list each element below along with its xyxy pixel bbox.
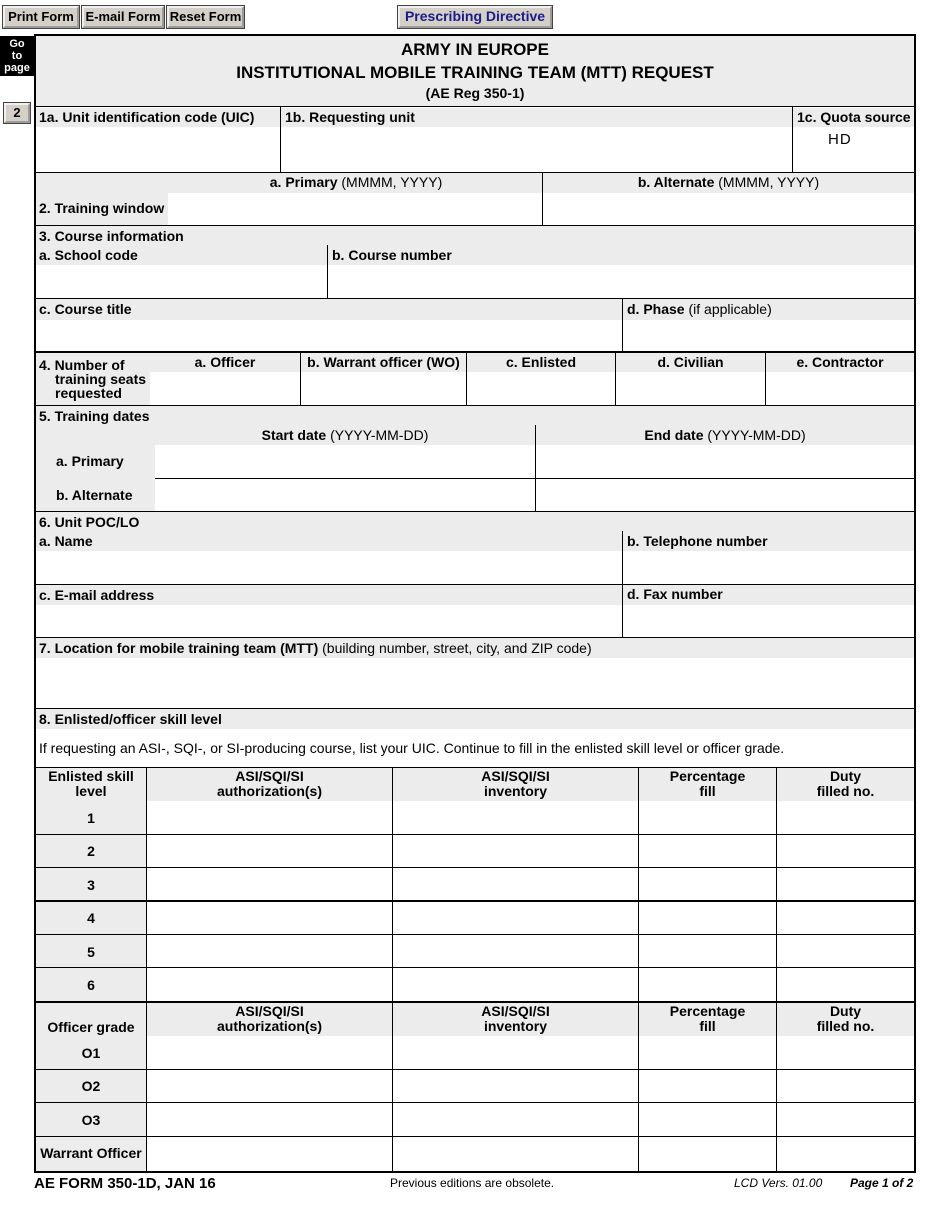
inv-header-line1: ASI/SQI/SI [481, 768, 550, 784]
inv-header-line2: inventory [483, 783, 547, 799]
officer-row-2-percentage-field[interactable] [639, 1070, 776, 1102]
officer-inv-line2: inventory [483, 1018, 547, 1034]
officer-inventory-header [393, 1004, 638, 1034]
mtt-location-field[interactable] [36, 658, 914, 708]
officer-row-3-auth-field[interactable] [147, 1103, 392, 1136]
officer-grade-warrant: Warrant Officer [40, 1145, 142, 1161]
poc-email-label: c. E-mail address [39, 587, 155, 603]
enlisted-row-1-auth-field[interactable] [147, 801, 392, 834]
enlisted-row-2-duty-field[interactable] [777, 835, 914, 867]
enlisted-level-1: 1 [87, 810, 95, 826]
enlisted-row-2-inventory-field[interactable] [393, 835, 638, 867]
officer-percentage-header [639, 1004, 776, 1034]
seats-requested-label [39, 358, 146, 400]
poc-fax-label: d. Fax number [627, 586, 723, 602]
enlisted-skill-header [36, 769, 146, 799]
enlisted-row-4-duty-field[interactable] [777, 902, 914, 934]
officer-row-4-inventory-field[interactable] [393, 1137, 638, 1171]
school-code-field[interactable] [36, 265, 327, 298]
reset-form-button[interactable]: Reset Form [167, 6, 244, 28]
end-hint: (YYYY-MM-DD) [703, 427, 806, 443]
enlisted-header-line1: Enlisted skill [48, 768, 134, 784]
auth-header-line1: ASI/SQI/SI [235, 768, 304, 784]
officer-pct-line1: Percentage [669, 1003, 746, 1019]
form-title-org: ARMY IN EUROPE [401, 40, 549, 59]
mtt-location-hint: (building number, street, city, and ZIP code) [318, 640, 592, 656]
phase-bold: d. Phase [627, 301, 685, 317]
primary-bold: a. Primary [269, 174, 338, 190]
enlisted-level-6: 6 [87, 977, 95, 993]
school-code-label: a. School code [39, 247, 138, 263]
enlisted-row-3-auth-field[interactable] [147, 868, 392, 900]
mtt-location-label [39, 640, 592, 656]
enlisted-row-1-inventory-field[interactable] [393, 801, 638, 834]
dates-alternate-label: b. Alternate [56, 487, 133, 503]
officer-row-2-inventory-field[interactable] [393, 1070, 638, 1102]
auth-header-line2: authorization(s) [217, 783, 322, 799]
officer-row-3-percentage-field[interactable] [639, 1103, 776, 1136]
duty-header-line2: filled no. [816, 783, 875, 799]
officer-row-1-duty-field[interactable] [777, 1036, 914, 1069]
officer-seats-field[interactable] [150, 372, 300, 405]
poc-fax-field[interactable] [623, 605, 914, 637]
uic-field[interactable] [36, 127, 280, 172]
goto-text-1: Go [9, 38, 25, 50]
print-form-button[interactable]: Print Form [3, 6, 79, 28]
goto-text-2: to [11, 50, 23, 62]
dates-primary-label: a. Primary [56, 453, 124, 469]
officer-row-3-inventory-field[interactable] [393, 1103, 638, 1136]
officer-row-1-percentage-field[interactable] [639, 1036, 776, 1069]
officer-pct-line2: fill [699, 1018, 716, 1034]
course-title-field[interactable] [36, 320, 622, 351]
alternate-bold: b. Alternate [637, 174, 715, 190]
alternate-start-date-field[interactable] [155, 479, 535, 511]
officer-seats-header: a. Officer [194, 354, 256, 370]
officer-duty-line1: Duty [829, 1003, 862, 1019]
go-to-page-2-button[interactable]: 2 [4, 103, 30, 123]
warrant-seats-header: b. Warrant officer (WO) [307, 354, 460, 370]
poc-name-field[interactable] [36, 551, 622, 584]
end-bold: End date [644, 427, 704, 443]
page-indicator: Page 1 of 2 [850, 1176, 914, 1190]
enlisted-inventory-header [393, 769, 638, 799]
enlisted-row-4-percentage-field[interactable] [639, 902, 776, 934]
training-window-primary-header [170, 174, 542, 190]
course-number-field[interactable] [328, 265, 914, 298]
enlisted-row-6-inventory-field[interactable] [393, 968, 638, 1001]
goto-text-3: page [4, 62, 30, 74]
lcd-version: LCD Vers. 01.00 [734, 1176, 823, 1190]
civilian-seats-field[interactable] [616, 372, 765, 405]
pct-header-line1: Percentage [669, 768, 746, 784]
enlisted-row-4-auth-field[interactable] [147, 902, 392, 934]
enlisted-level-2: 2 [87, 843, 95, 859]
uic-label: 1a. Unit identification code (UIC) [39, 109, 255, 125]
officer-row-4-auth-field[interactable] [147, 1137, 392, 1171]
poc-phone-label: b. Telephone number [627, 533, 768, 549]
requesting-unit-label: 1b. Requesting unit [285, 109, 415, 125]
enlisted-auth-header [147, 769, 392, 799]
alternate-hint: (MMMM, YYYY) [714, 174, 820, 190]
training-window-alternate-field[interactable] [543, 193, 914, 225]
primary-end-date-field[interactable] [536, 445, 914, 478]
officer-grade-o2: O2 [81, 1078, 101, 1094]
enlisted-duty-header [777, 769, 914, 799]
quota-source-field[interactable]: HD [828, 131, 852, 148]
officer-grade-o3: O3 [81, 1112, 101, 1128]
unit-poc-label: 6. Unit POC/LO [39, 514, 140, 530]
enlisted-seats-header: c. Enlisted [505, 354, 577, 370]
civilian-seats-header: d. Civilian [657, 354, 724, 370]
skill-level-label: 8. Enlisted/officer skill level [39, 711, 222, 727]
primary-hint: (MMMM, YYYY) [337, 174, 443, 190]
form-title: INSTITUTIONAL MOBILE TRAINING TEAM (MTT) REQUEST [236, 63, 714, 82]
enlisted-row-3-duty-field[interactable] [777, 868, 914, 900]
enlisted-row-6-percentage-field[interactable] [639, 968, 776, 1001]
end-date-header [536, 427, 914, 443]
enlisted-row-5-duty-field[interactable] [777, 935, 914, 967]
enlisted-level-3: 3 [87, 877, 95, 893]
officer-row-1-inventory-field[interactable] [393, 1036, 638, 1069]
seats-label-line3: requested [55, 385, 122, 401]
enlisted-row-4-inventory-field[interactable] [393, 902, 638, 934]
enlisted-header-line2: level [75, 783, 107, 799]
form-regulation: (AE Reg 350-1) [425, 85, 525, 101]
training-window-primary-field[interactable] [168, 193, 542, 225]
enlisted-level-5: 5 [87, 944, 95, 960]
warrant-seats-field[interactable] [301, 372, 466, 405]
officer-auth-header [147, 1004, 392, 1034]
prescribing-directive-button[interactable]: Prescribing Directive [398, 6, 552, 28]
enlisted-level-4: 4 [87, 910, 95, 926]
poc-email-field[interactable] [36, 605, 622, 637]
training-dates-label: 5. Training dates [39, 408, 150, 424]
form-number: AE FORM 350-1D, JAN 16 [34, 1175, 216, 1192]
contractor-seats-field[interactable] [766, 372, 914, 405]
officer-row-3-duty-field[interactable] [777, 1103, 914, 1136]
email-form-button[interactable]: E-mail Form [82, 6, 164, 28]
duty-header-line1: Duty [829, 768, 862, 784]
enlisted-row-1-duty-field[interactable] [777, 801, 914, 834]
enlisted-seats-field[interactable] [467, 372, 615, 405]
officer-grade-header: Officer grade [47, 1019, 135, 1035]
course-title-label: c. Course title [39, 301, 132, 317]
enlisted-row-6-auth-field[interactable] [147, 968, 392, 1001]
enlisted-row-5-inventory-field[interactable] [393, 935, 638, 967]
primary-start-date-field[interactable] [155, 445, 535, 478]
training-window-alternate-header [543, 174, 914, 190]
officer-inv-line1: ASI/SQI/SI [481, 1003, 550, 1019]
phase-label [627, 301, 772, 317]
requesting-unit-field[interactable] [281, 127, 792, 172]
enlisted-row-1-percentage-field[interactable] [639, 801, 776, 834]
seats-label-line1: 4. Number of [39, 357, 125, 373]
pct-header-line2: fill [699, 783, 716, 799]
officer-duty-header [777, 1004, 914, 1034]
enlisted-percentage-header [639, 769, 776, 799]
quota-source-label: 1c. Quota source [797, 109, 911, 125]
officer-duty-line2: filled no. [816, 1018, 875, 1034]
phase-field[interactable] [623, 320, 914, 351]
enlisted-row-2-percentage-field[interactable] [639, 835, 776, 867]
officer-row-4-duty-field[interactable] [777, 1137, 914, 1171]
officer-auth-line1: ASI/SQI/SI [235, 1003, 304, 1019]
enlisted-row-3-percentage-field[interactable] [639, 868, 776, 900]
mtt-location-bold: 7. Location for mobile training team (MTT) [39, 640, 319, 656]
officer-row-2-auth-field[interactable] [147, 1070, 392, 1102]
phase-hint: (if applicable) [684, 301, 772, 317]
enlisted-row-6-duty-field[interactable] [777, 968, 914, 1001]
enlisted-row-2-auth-field[interactable] [147, 835, 392, 867]
officer-auth-line2: authorization(s) [217, 1018, 322, 1034]
officer-grade-o1: O1 [81, 1045, 101, 1061]
officer-row-4-percentage-field[interactable] [639, 1137, 776, 1171]
contractor-seats-header: e. Contractor [796, 354, 884, 370]
enlisted-row-5-percentage-field[interactable] [639, 935, 776, 967]
poc-phone-field[interactable] [623, 551, 914, 584]
enlisted-row-5-auth-field[interactable] [147, 935, 392, 967]
start-hint: (YYYY-MM-DD) [326, 427, 429, 443]
seats-label-line2: training seats [55, 371, 147, 387]
skill-level-instructions: If requesting an ASI-, SQI-, or SI-producing course, list your UIC. Continue to fill in the enlisted skill level or officer grade. [39, 740, 785, 756]
go-to-page-label [0, 36, 34, 76]
start-date-header [155, 427, 535, 443]
course-number-label: b. Course number [332, 247, 452, 263]
training-window-label: 2. Training window [39, 200, 165, 216]
obsolete-notice: Previous editions are obsolete. [390, 1176, 555, 1190]
officer-row-1-auth-field[interactable] [147, 1036, 392, 1069]
start-bold: Start date [261, 427, 327, 443]
officer-row-2-duty-field[interactable] [777, 1070, 914, 1102]
course-info-label: 3. Course information [39, 228, 184, 244]
poc-name-label: a. Name [39, 533, 93, 549]
enlisted-row-3-inventory-field[interactable] [393, 868, 638, 900]
alternate-end-date-field[interactable] [536, 479, 914, 511]
